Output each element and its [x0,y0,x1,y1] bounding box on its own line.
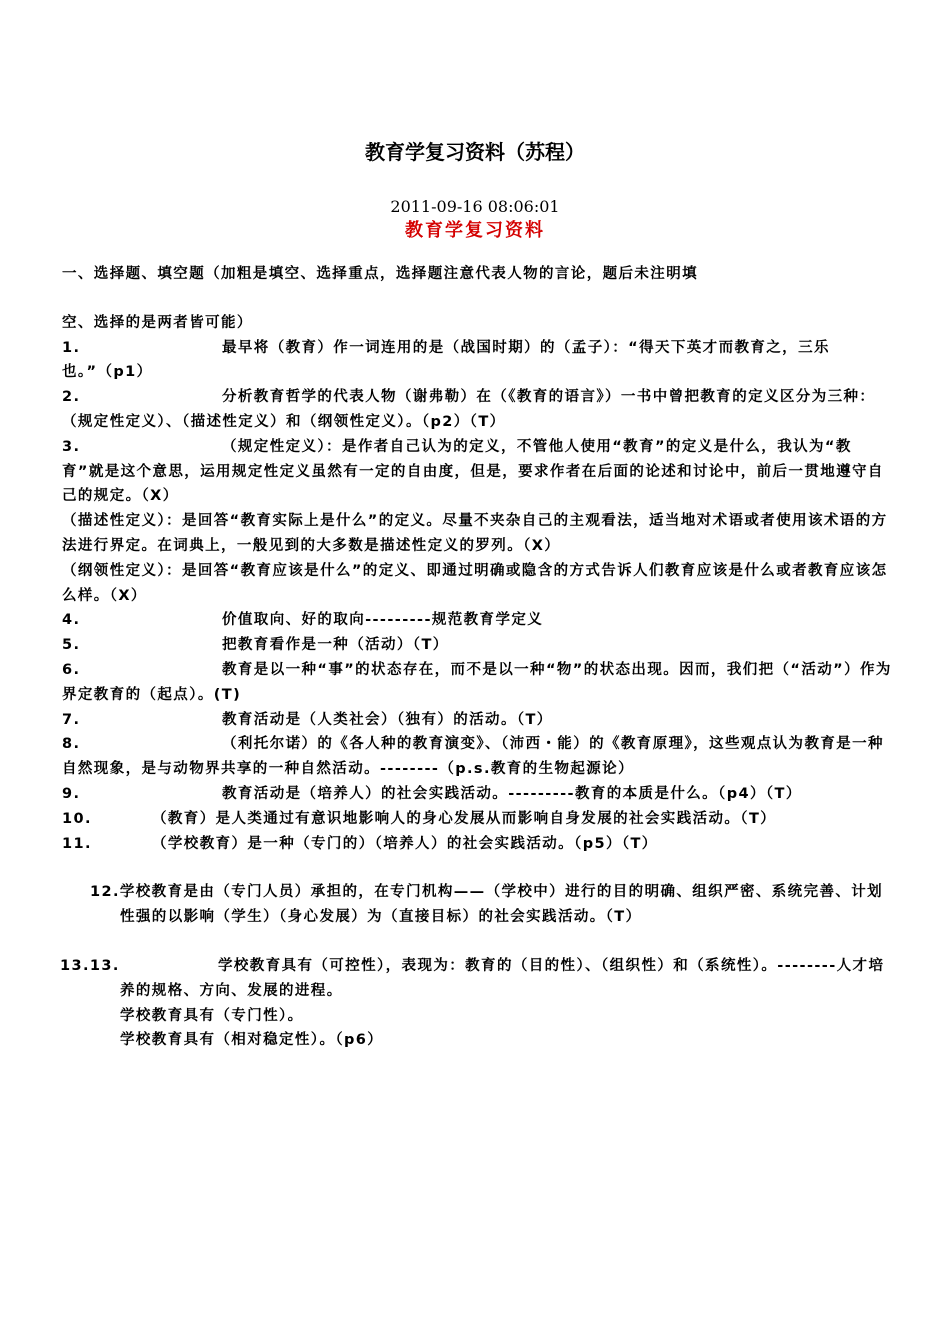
item-2: 2. 分析教育哲学的代表人物（谢弗勒）在（《教育的语言》）一书中曾把教育的定义区分为三种：（规定性定义）、（描述性定义）和（纲领性定义）。（p2）（T） [62,389,876,430]
item-13-sub-1: 学校教育具有（专门性）。 [120,1007,304,1024]
item-8: 8. （利托尔诺）的《各人种的教育演变》、（沛西・能）的《教育原理》，这些观点认为教育是一种自然现象，是与动物界共享的一种自然活动。--------（p.s.教育的生物起源论） [62,736,884,778]
item-11: 11. （学校教育）是一种（专门的）（培养人）的社会实践活动。（p5）（T） [62,835,658,852]
item-5: 5. 把教育看作是一种（活动）（T） [62,637,449,654]
item-7: 7. 教育活动是（人类社会）（独有）的活动。（T） [62,711,553,728]
item-4: 4. 价值取向、好的取向---------规范教育学定义 [62,612,544,629]
section-intro-line1: 一、选择题、填空题（加粗是填空、选择重点，选择题注意代表人物的言论，题后未注明填 [62,266,698,282]
section-intro-line2: 空、选择的是两者皆可能） [62,314,253,331]
timestamp: 2011-09-16 08:06:01 [390,197,560,216]
item-9: 9. 教育活动是（培养人）的社会实践活动。---------教育的本质是什么。（p4）（T） [62,785,802,802]
para-programmatic-definition: （纲领性定义）：是回答“教育应该是什么”的定义、即通过明确或隐含的方式告诉人们教育应该是什么或者教育应该怎么样。（X） [62,562,888,604]
item-10: 10. （教育）是人类通过有意识地影响人的身心发展从而影响自身发展的社会实践活动。（T） [62,810,777,827]
document-title: 教育学复习资料（苏程） [365,140,585,164]
item-6: 6. 教育是以一种“事”的状态存在，而不是以一种“物”的状态出现。因而，我们把（“活动”）作为界定教育的（起点）。(T) [62,661,892,703]
document-body [62,262,892,1053]
item-3: 3. （规定性定义）：是作者自己认为的定义，不管他人使用“教育”的定义是什么，我认为“教育”就是这个意思，运用规定性定义虽然有一定的自由度，但是，要求作者在后面的论述和讨论中，前后一贯地遵守自己的规定。（X） [62,438,884,505]
para-descriptive-definition: （描述性定义）：是回答“教育实际上是什么”的定义。尽量不夹杂自己的主观看法，适当地对术语或者使用该术语的方法进行界定。在词典上，一般见到的大多数是描述性定义的罗列。（X） [62,513,888,554]
item-12: 12.学校教育是由（专门人员）承担的，在专门机构——（学校中）进行的目的明确、组织严密、系统完善、计划性强的以影响（学生）（身心发展）为（直接目标）的社会实践活动。（T） [90,884,884,926]
document-subtitle: 教育学复习资料 [405,220,545,241]
item-13: 13.13. 学校教育具有（可控性），表现为：教育的（目的性）、（组织性）和（系统性）。--------人才培养的规格、方向、发展的进程。 [60,957,885,999]
item-13-sub-2: 学校教育具有（相对稳定性）。（p6） [120,1032,384,1049]
item-1: 1. 最早将（教育）作一词连用的是（战国时期）的（孟子）：“得天下英才而教育之，三乐也。”（p1） [62,339,830,381]
